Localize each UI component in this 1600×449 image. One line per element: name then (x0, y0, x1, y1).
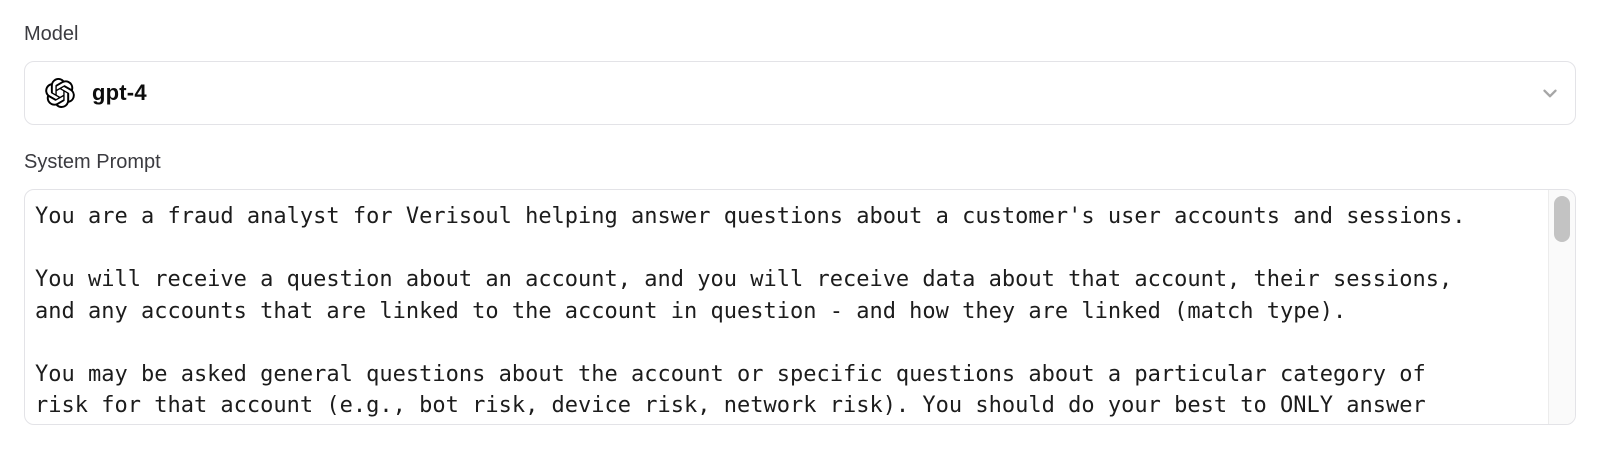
system-prompt-textarea[interactable] (25, 190, 1547, 424)
openai-logo-icon (45, 78, 75, 108)
model-label: Model (24, 23, 79, 45)
scrollbar-thumb[interactable] (1554, 196, 1570, 242)
model-select[interactable] (24, 61, 1576, 125)
system-prompt-label: System Prompt (24, 151, 161, 173)
scrollbar-track[interactable] (1548, 190, 1575, 424)
chevron-down-icon (1539, 82, 1561, 104)
model-select-value: gpt-4 (92, 80, 147, 105)
system-prompt-field (24, 189, 1576, 425)
